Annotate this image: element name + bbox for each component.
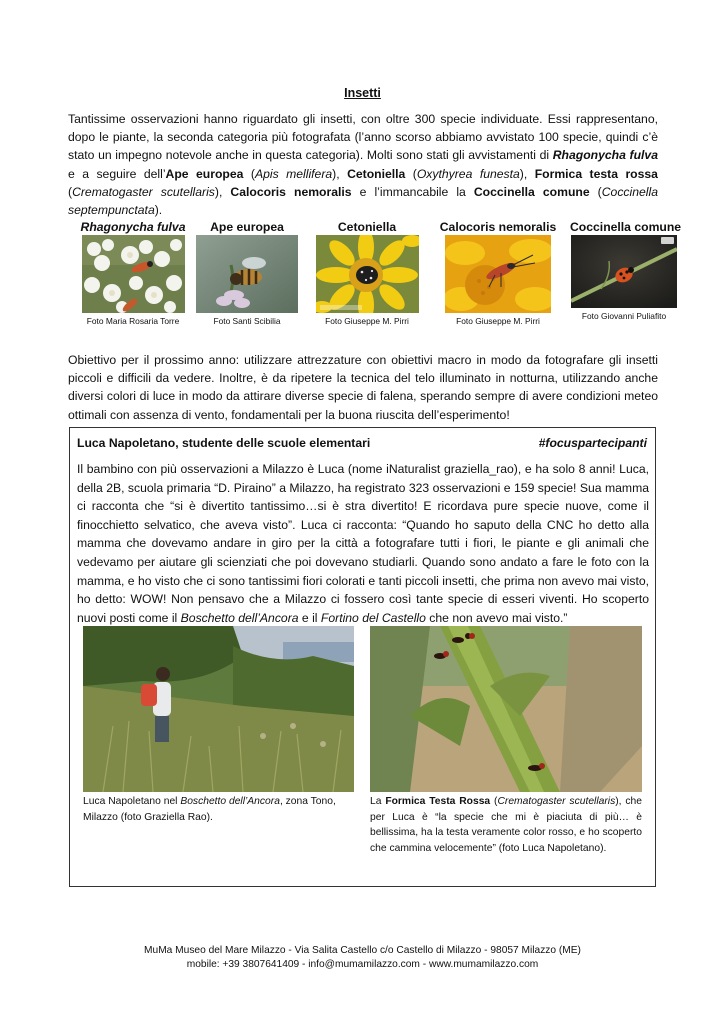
page-footer bbox=[0, 944, 725, 972]
luca-photo bbox=[83, 626, 354, 792]
photo-credit: Foto Santi Scibilia bbox=[213, 316, 281, 326]
ladybird-on-stem-photo bbox=[571, 235, 677, 308]
photo-credit: Foto Giuseppe M. Pirri bbox=[456, 316, 540, 326]
footer-address: MuMa Museo del Mare Milazzo - Via Salita Castello c/o Castello di Milazzo - 98057 Milazzo (ME) bbox=[144, 945, 581, 956]
species-gallery bbox=[68, 219, 688, 331]
section-title: Insetti bbox=[344, 86, 381, 100]
box-header bbox=[77, 436, 647, 454]
species-name: Coccinella comune bbox=[570, 220, 682, 234]
formica-photo bbox=[370, 626, 642, 792]
species-name: Cetoniella bbox=[337, 220, 397, 234]
photo-credit: Foto Giovanni Puliafito bbox=[581, 311, 667, 321]
species-card bbox=[195, 219, 299, 326]
beetle-on-yellow-daisy-photo bbox=[316, 235, 419, 313]
bug-on-yellow-flower-photo bbox=[445, 235, 551, 313]
hashtag: #focuspartecipanti bbox=[538, 436, 647, 450]
bee-on-flower-photo bbox=[196, 235, 298, 313]
beetle-on-white-flowers-photo bbox=[82, 235, 185, 313]
species-name: Ape europea bbox=[210, 220, 284, 234]
intro-paragraph: Tantissime osservazioni hanno riguardato gli insetti, con oltre 300 specie individuate. Essi rappresentano, dopo le piante, la seconda categoria più fotografata (l’anno scorso abbiamo avvistato 100 specie, quindi c’è stato un impegno notevole anche in questa categoria). Molti sono stati gli avvistamenti di Rhagonycha fulva e a seguire dell’Ape europea (Apis mellifera), Cetoniella (Oxythyrea funesta), Formica testa rossa (Crematogaster scutellaris), Calocoris nemoralis e l’immancabile la Coccinella comune (Coccinella septempunctata). bbox=[68, 112, 658, 218]
luca-photo-caption: Luca Napoletano nel Boschetto dell’Ancora, zona Tono, Milazzo (foto Graziella Rao). bbox=[83, 796, 336, 823]
box-body-text: Il bambino con più osservazioni a Milazzo è Luca (nome iNaturalist graziella_rao), e ha solo 8 anni! Luca, della 2B, scuola primaria “D. Piraino” a Milazzo, ha registrato 323 osservazioni e 159 specie! Sua mamma ci racconta che “si è divertito tantissimo…si è stra divertito! E ricordava pure specie nuove, come il finocchietto selvatico, che aveva visto”. Luca ci racconta: “Quando ho saputo della CNC ho detto alla mamma che dovevamo andare in giro per la città a fotografare tutti i fiori, le piante e gli animali che vedevamo per aiutare gli scienziati che poi dovevano studiarli. Quando sono andato a fare le foto con la mamma, e ho visto che ci sono tantissimi fiori colorati e tanti piccoli insetti, che prima non avevo mai visto, ho detto: WOW! Non pensavo che a Milazzo ci fossero così tante specie di esseri viventi. Ho scoperto nuovi posti come il Boschetto dell’Ancora e il Fortino del Castello che non avevo mai visto.” bbox=[77, 462, 649, 625]
goal-paragraph: Obiettivo per il prossimo anno: utilizzare attrezzature con obiettivi macro in modo da fotografare gli insetti piccoli e difficili da vedere. Inoltre, è da ripetere la tecnica del telo illuminato in notturna, utilizzando anche diversi colori di luce in modo da attirare diverse specie di falena, sperando sempre di avere condizioni meteo ottimali con assenza di vento, fondamentali per la buona riuscita dell’esperimento! bbox=[68, 353, 658, 422]
footer-contacts: mobile: +39 3807641409 - info@mumamilazzo.com - www.mumamilazzo.com bbox=[186, 959, 539, 970]
species-name: Calocoris nemoralis bbox=[439, 220, 557, 234]
formica-photo-caption: La Formica Testa Rossa (Crematogaster scutellaris), che per Luca è “la specie che mi è piaciuta di più… è bellissima, ha la testa veramente color rosso, e ho scoperto che cammina velocemente” (foto Luca Napoletano). bbox=[370, 796, 642, 854]
photo-credit: Foto Maria Rosaria Torre bbox=[86, 316, 180, 326]
species-card bbox=[70, 219, 196, 326]
species-card bbox=[438, 219, 558, 326]
species-name: Rhagonycha fulva bbox=[80, 220, 186, 234]
species-card bbox=[570, 219, 682, 321]
participant-focus-box bbox=[69, 427, 656, 887]
box-heading: Luca Napoletano, studente delle scuole elementari bbox=[77, 436, 371, 450]
photo-credit: Foto Giuseppe M. Pirri bbox=[325, 316, 409, 326]
species-card bbox=[315, 219, 419, 326]
